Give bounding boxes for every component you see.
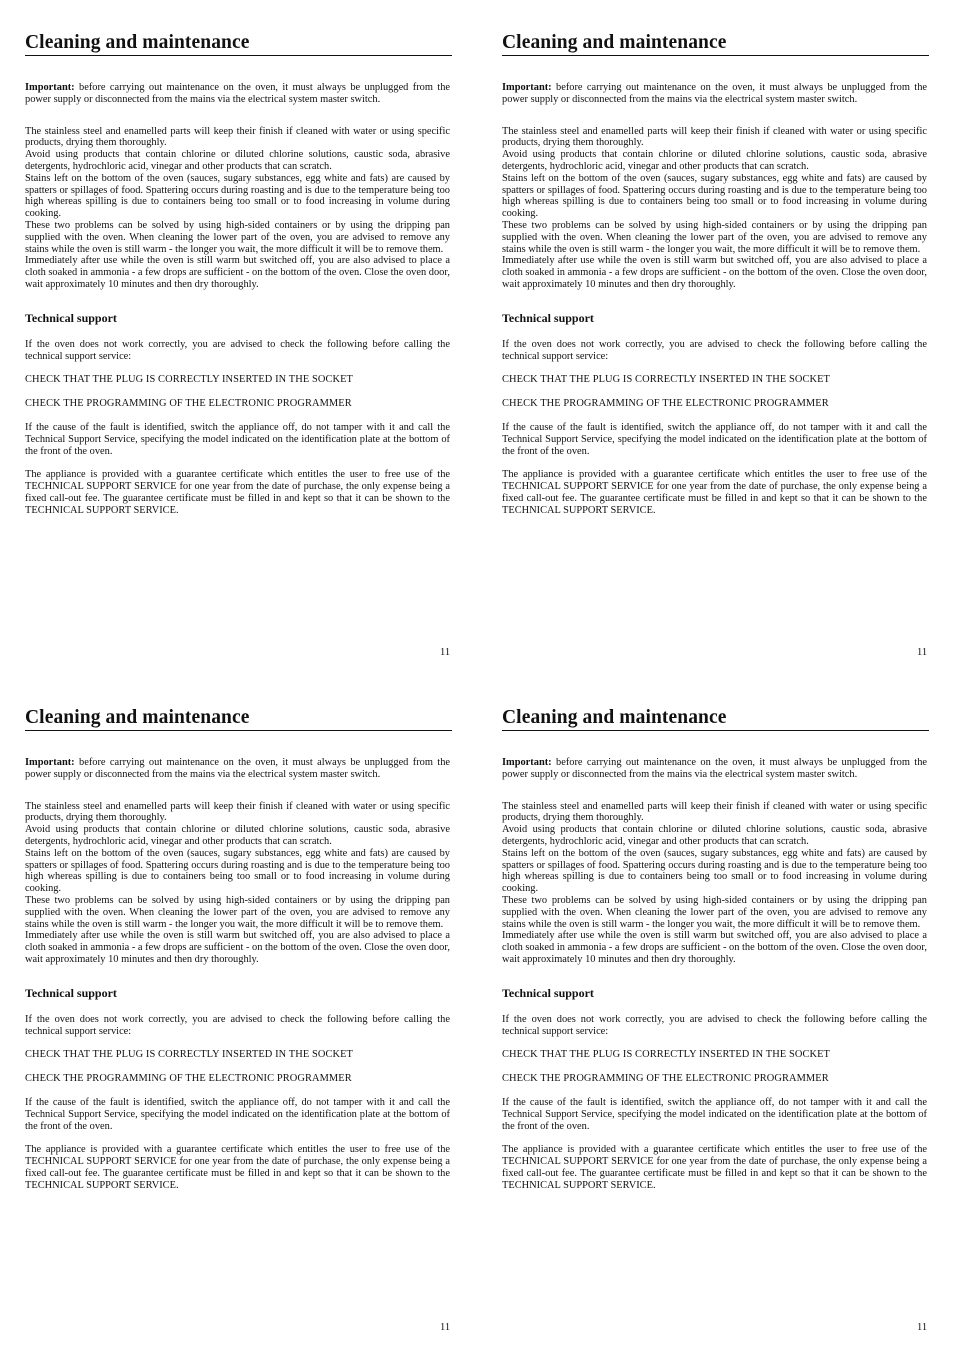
support-lead: If the oven does not work correctly, you are advised to check the following before calling the technical support service: (25, 338, 450, 362)
care-paragraph: Immediately after use while the oven is still warm but switched off, you are also advised to place a cloth soaked in ammonia - a few drops are sufficient - on the bottom of the oven. Close the oven door, wait approximately 10 minutes and then dry thoroughly. (25, 255, 450, 290)
page-body (502, 82, 927, 517)
important-text: before carrying out maintenance on the oven, it must always be unplugged from the power supply or disconnected from the mains via the electrical system master switch. (502, 757, 927, 780)
care-paragraph: These two problems can be solved by using high-sided containers or by using the dripping pan supplied with the oven. When cleaning the lower part of the oven, you are advised to remove any stains while the oven is still warm - the longer you wait, the more difficult it will be to remove them. (502, 219, 927, 255)
title-rule (25, 55, 452, 56)
check-plug: CHECK THAT THE PLUG IS CORRECTLY INSERTED IN THE SOCKET (502, 1049, 830, 1061)
care-paragraph: Immediately after use while the oven is still warm but switched off, you are also advised to place a cloth soaked in ammonia - a few drops are sufficient - on the bottom of the oven. Close the oven door, wait approximately 10 minutes and then dry thoroughly. (25, 930, 450, 965)
support-lead: If the oven does not work correctly, you are advised to check the following before calling the technical support service: (502, 338, 927, 362)
page-title: Cleaning and maintenance (502, 707, 727, 728)
care-paragraph: The stainless steel and enamelled parts will keep their finish if cleaned with water or using specific products, drying them thoroughly. (25, 800, 450, 824)
support-heading: Technical support (502, 310, 594, 325)
important-notice (502, 757, 927, 781)
manual-page-3 (0, 675, 477, 1350)
important-text: before carrying out maintenance on the oven, it must always be unplugged from the power supply or disconnected from the mains via the electrical system master switch. (502, 82, 927, 105)
care-instructions (502, 801, 927, 966)
page-title: Cleaning and maintenance (502, 32, 727, 53)
important-label: Important: (25, 757, 75, 768)
support-heading: Technical support (502, 985, 594, 1000)
page-number: 11 (917, 1322, 928, 1333)
check-plug: CHECK THAT THE PLUG IS CORRECTLY INSERTED IN THE SOCKET (25, 374, 353, 386)
check-plug: CHECK THAT THE PLUG IS CORRECTLY INSERTED IN THE SOCKET (25, 1049, 353, 1061)
page-title: Cleaning and maintenance (25, 32, 250, 53)
care-paragraph: The stainless steel and enamelled parts will keep their finish if cleaned with water or using specific products, drying them thoroughly. (25, 125, 450, 149)
fault-paragraph: If the cause of the fault is identified, switch the appliance off, do not tamper with it and call the Technical Support Service, specifying the model indicated on the identification plate at the bottom of the front of the oven. (502, 421, 927, 457)
support-lead: If the oven does not work correctly, you are advised to check the following before calling the technical support service: (502, 1013, 927, 1037)
care-paragraph: Stains left on the bottom of the oven (sauces, sugary substances, egg white and fats) are caused by spatters or spillages of food. Spattering occurs during roasting and is due to the temperature being too high whereas spilling is due to containers being too small or to food increasing in volume during cooking. (25, 847, 450, 895)
support-heading: Technical support (25, 310, 117, 325)
title-rule (25, 730, 452, 731)
support-heading: Technical support (25, 985, 117, 1000)
care-paragraph: These two problems can be solved by using high-sided containers or by using the dripping pan supplied with the oven. When cleaning the lower part of the oven, you are advised to remove any stains while the oven is still warm - the longer you wait, the more difficult it will be to remove them. (502, 894, 927, 930)
care-paragraph: Immediately after use while the oven is still warm but switched off, you are also advised to place a cloth soaked in ammonia - a few drops are sufficient - on the bottom of the oven. Close the oven door, wait approximately 10 minutes and then dry thoroughly. (502, 255, 927, 290)
check-plug: CHECK THAT THE PLUG IS CORRECTLY INSERTED IN THE SOCKET (502, 374, 830, 386)
care-paragraph: Avoid using products that contain chlorine or diluted chlorine solutions, caustic soda, abrasive detergents, hydrochloric acid, vinegar and other products that can scratch. (25, 149, 450, 172)
care-paragraph: Avoid using products that contain chlorine or diluted chlorine solutions, caustic soda, abrasive detergents, hydrochloric acid, vinegar and other products that can scratch. (25, 824, 450, 847)
fault-paragraph: If the cause of the fault is identified, switch the appliance off, do not tamper with it and call the Technical Support Service, specifying the model indicated on the identification plate at the bottom of the front of the oven. (25, 1096, 450, 1132)
important-notice (502, 82, 927, 106)
manual-page-4 (477, 675, 954, 1350)
check-programmer: CHECK THE PROGRAMMING OF THE ELECTRONIC PROGRAMMER (25, 1073, 352, 1085)
care-paragraph: Avoid using products that contain chlorine or diluted chlorine solutions, caustic soda, abrasive detergents, hydrochloric acid, vinegar and other products that can scratch. (502, 824, 927, 847)
page-body (502, 757, 927, 1192)
care-paragraph: These two problems can be solved by using high-sided containers or by using the dripping pan supplied with the oven. When cleaning the lower part of the oven, you are advised to remove any stains while the oven is still warm - the longer you wait, the more difficult it will be to remove them. (25, 894, 450, 930)
care-paragraph: Avoid using products that contain chlorine or diluted chlorine solutions, caustic soda, abrasive detergents, hydrochloric acid, vinegar and other products that can scratch. (502, 149, 927, 172)
care-paragraph: The stainless steel and enamelled parts will keep their finish if cleaned with water or using specific products, drying them thoroughly. (502, 800, 927, 824)
care-paragraph: Stains left on the bottom of the oven (sauces, sugary substances, egg white and fats) are caused by spatters or spillages of food. Spattering occurs during roasting and is due to the temperature being too high whereas spilling is due to containers being too small or to food increasing in volume during cooking. (25, 172, 450, 220)
important-label: Important: (25, 82, 75, 93)
care-paragraph: The stainless steel and enamelled parts will keep their finish if cleaned with water or using specific products, drying them thoroughly. (502, 125, 927, 149)
title-rule (502, 730, 929, 731)
fault-paragraph: If the cause of the fault is identified, switch the appliance off, do not tamper with it and call the Technical Support Service, specifying the model indicated on the identification plate at the bottom of the front of the oven. (502, 1096, 927, 1132)
fault-paragraph: If the cause of the fault is identified, switch the appliance off, do not tamper with it and call the Technical Support Service, specifying the model indicated on the identification plate at the bottom of the front of the oven. (25, 421, 450, 457)
check-programmer: CHECK THE PROGRAMMING OF THE ELECTRONIC PROGRAMMER (25, 398, 352, 410)
important-text: before carrying out maintenance on the oven, it must always be unplugged from the power supply or disconnected from the mains via the electrical system master switch. (25, 82, 450, 105)
care-instructions (25, 801, 450, 966)
care-instructions (502, 126, 927, 291)
page-number: 11 (440, 1322, 451, 1333)
manual-page-2 (477, 0, 954, 675)
guarantee-paragraph: The appliance is provided with a guarantee certificate which entitles the user to free use of the TECHNICAL SUPPORT SERVICE for one year from the date of purchase, the only expense being a fixed call-out fee. The guarantee certificate must be filled in and kept so that it can be shown to the TECHNICAL SUPPORT SERVICE. (502, 1144, 927, 1191)
care-paragraph: Stains left on the bottom of the oven (sauces, sugary substances, egg white and fats) are caused by spatters or spillages of food. Spattering occurs during roasting and is due to the temperature being too high whereas spilling is due to containers being too small or to food increasing in volume during cooking. (502, 172, 927, 220)
guarantee-paragraph: The appliance is provided with a guarantee certificate which entitles the user to free use of the TECHNICAL SUPPORT SERVICE for one year from the date of purchase, the only expense being a fixed call-out fee. The guarantee certificate must be filled in and kept so that it can be shown to the TECHNICAL SUPPORT SERVICE. (502, 469, 927, 516)
important-label: Important: (502, 82, 552, 93)
care-paragraph: Immediately after use while the oven is still warm but switched off, you are also advised to place a cloth soaked in ammonia - a few drops are sufficient - on the bottom of the oven. Close the oven door, wait approximately 10 minutes and then dry thoroughly. (502, 930, 927, 965)
important-text: before carrying out maintenance on the oven, it must always be unplugged from the power supply or disconnected from the mains via the electrical system master switch. (25, 757, 450, 780)
care-paragraph: These two problems can be solved by using high-sided containers or by using the dripping pan supplied with the oven. When cleaning the lower part of the oven, you are advised to remove any stains while the oven is still warm - the longer you wait, the more difficult it will be to remove them. (25, 219, 450, 255)
manual-page-1 (0, 0, 477, 675)
guarantee-paragraph: The appliance is provided with a guarantee certificate which entitles the user to free use of the TECHNICAL SUPPORT SERVICE for one year from the date of purchase, the only expense being a fixed call-out fee. The guarantee certificate must be filled in and kept so that it can be shown to the TECHNICAL SUPPORT SERVICE. (25, 1144, 450, 1191)
important-notice (25, 82, 450, 106)
title-rule (502, 55, 929, 56)
page-title: Cleaning and maintenance (25, 707, 250, 728)
check-programmer: CHECK THE PROGRAMMING OF THE ELECTRONIC PROGRAMMER (502, 398, 829, 410)
care-instructions (25, 126, 450, 291)
page-body (25, 82, 450, 517)
check-programmer: CHECK THE PROGRAMMING OF THE ELECTRONIC PROGRAMMER (502, 1073, 829, 1085)
page-body (25, 757, 450, 1192)
guarantee-paragraph: The appliance is provided with a guarantee certificate which entitles the user to free use of the TECHNICAL SUPPORT SERVICE for one year from the date of purchase, the only expense being a fixed call-out fee. The guarantee certificate must be filled in and kept so that it can be shown to the TECHNICAL SUPPORT SERVICE. (25, 469, 450, 516)
important-notice (25, 757, 450, 781)
page-number: 11 (917, 647, 928, 658)
page-number: 11 (440, 647, 451, 658)
important-label: Important: (502, 757, 552, 768)
support-lead: If the oven does not work correctly, you are advised to check the following before calling the technical support service: (25, 1013, 450, 1037)
care-paragraph: Stains left on the bottom of the oven (sauces, sugary substances, egg white and fats) are caused by spatters or spillages of food. Spattering occurs during roasting and is due to the temperature being too high whereas spilling is due to containers being too small or to food increasing in volume during cooking. (502, 847, 927, 895)
